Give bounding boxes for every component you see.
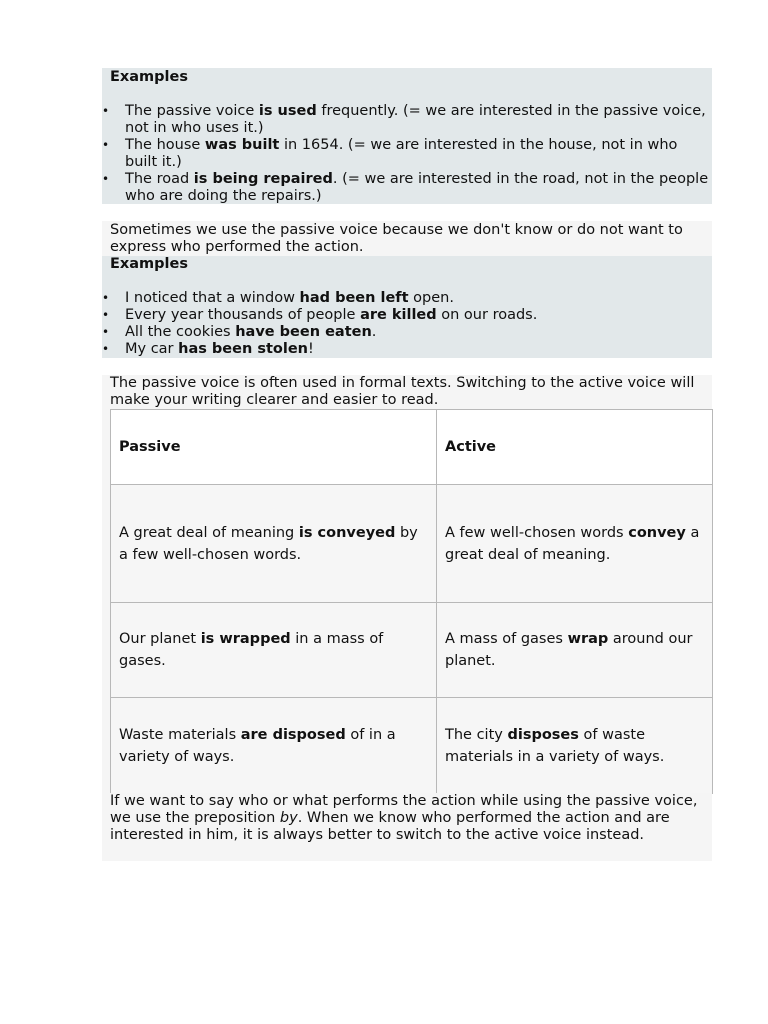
passive-cell: A great deal of meaning is conveyed by a few well-chosen words. (111, 485, 437, 603)
header-passive: Passive (111, 410, 437, 485)
formal-texts-section (102, 375, 712, 794)
paragraph-preposition-by: If we want to say who or what performs the action while using the passive voice, we use the preposition by. When we know who performed the action and are interested in him, it is always better to switch to the active voice instead. (102, 793, 712, 861)
paragraph-passive-unknown-agent: Sometimes we use the passive voice because we don't know or do not want to express who performed the action. (102, 221, 712, 256)
list-item: • The house was built in 1654. (= we are interested in the house, not in who built it.) (102, 137, 712, 171)
examples-list (102, 103, 712, 205)
examples-heading: Examples (110, 69, 188, 85)
examples-section-2 (102, 256, 712, 358)
list-item: • Every year thousands of people are killed on our roads. (102, 307, 712, 324)
list-item: • The road is being repaired. (= we are interested in the road, not in the people who are doing the repairs.) (102, 171, 712, 205)
examples-list (102, 290, 712, 358)
table-header-row (111, 410, 713, 485)
list-item: • My car has been stolen! (102, 341, 712, 358)
table-row (111, 485, 713, 603)
examples-section-1 (102, 68, 712, 204)
list-item: • I noticed that a window had been left open. (102, 290, 712, 307)
table-row (111, 698, 713, 794)
examples-heading: Examples (110, 256, 188, 272)
list-item: • All the cookies have been eaten. (102, 324, 712, 341)
list-item: • The passive voice is used frequently. (= we are interested in the passive voice, not in who uses it.) (102, 103, 712, 137)
passive-cell: Waste materials are disposed of in a variety of ways. (111, 698, 437, 794)
passive-cell: Our planet is wrapped in a mass of gases. (111, 603, 437, 698)
italic-by: by (279, 810, 298, 826)
active-cell: A few well-chosen words convey a great deal of meaning. (437, 485, 713, 603)
passive-active-table (110, 409, 713, 794)
active-cell: The city disposes of waste materials in a variety of ways. (437, 698, 713, 794)
table-row (111, 603, 713, 698)
header-active: Active (437, 410, 713, 485)
active-cell: A mass of gases wrap around our planet. (437, 603, 713, 698)
paragraph-formal-texts: The passive voice is often used in formal texts. Switching to the active voice will make your writing clearer and easier to read. (110, 375, 695, 408)
